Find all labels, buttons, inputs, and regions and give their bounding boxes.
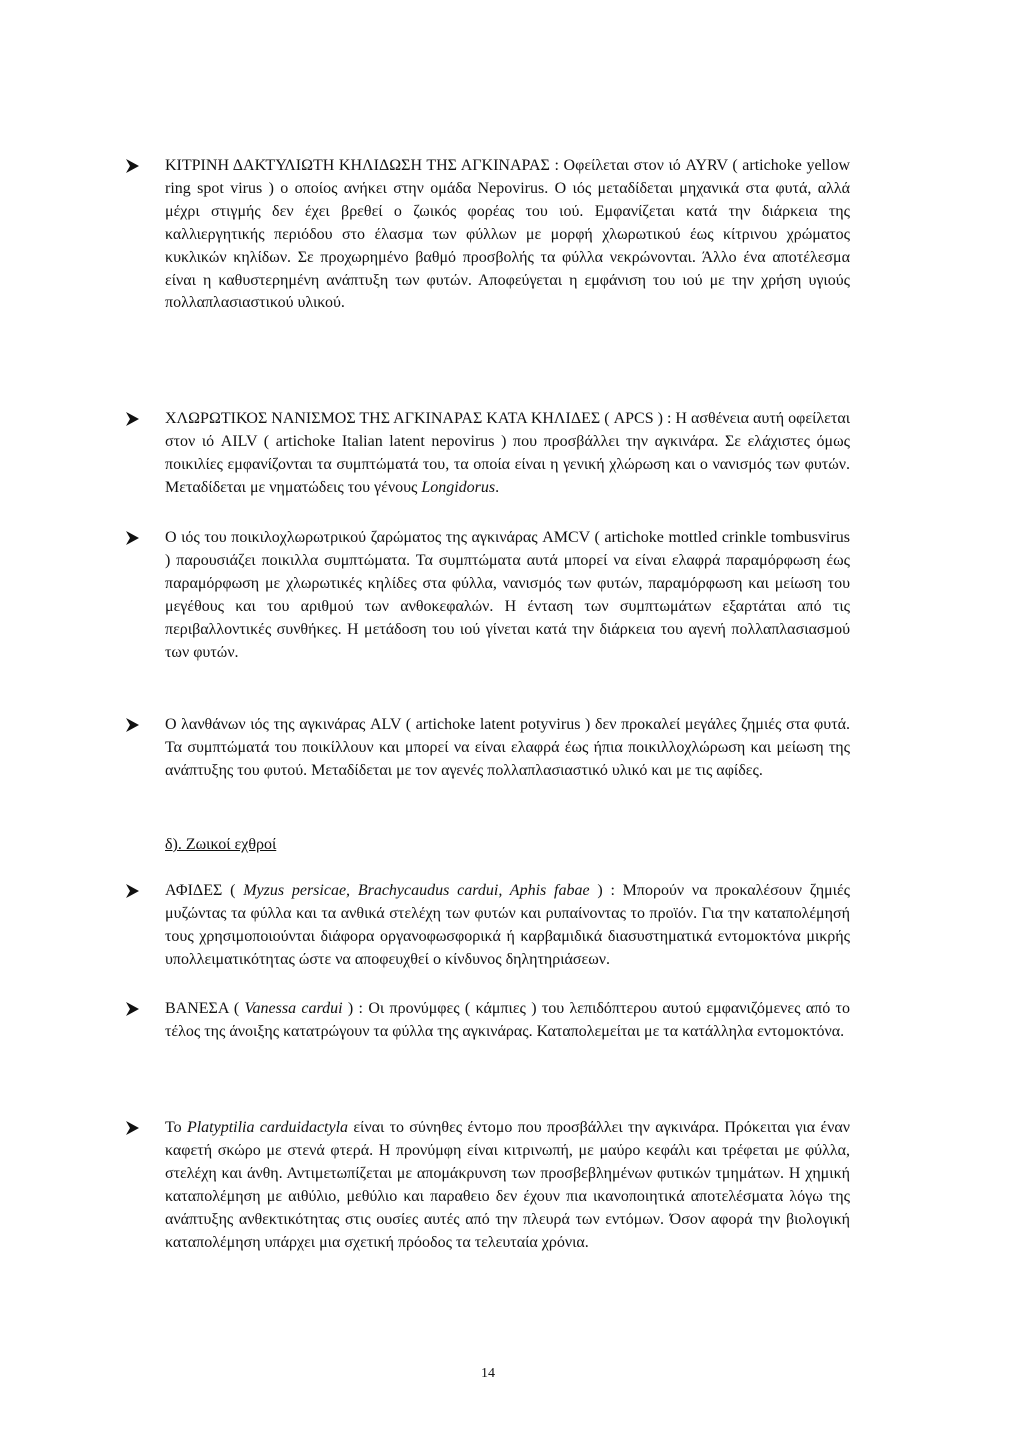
paragraph: [165, 1117, 850, 1254]
paragraph: [165, 527, 850, 664]
paragraph: [165, 998, 850, 1044]
bullet-item-chlorotic-dwarfing: [124, 408, 850, 500]
bullet-item-yellow-ring-spot: [124, 155, 850, 315]
bullet-item-vanessa: [124, 998, 850, 1044]
paragraph: [165, 880, 850, 972]
paragraph-text: Το: [165, 1119, 187, 1136]
arrowhead-bullet-icon: [124, 1117, 142, 1139]
paragraph-text: ΚΙΤΡΙΝΗ ΔΑΚΤΥΛΙΩΤΗ ΚΗΛΙΔΩΣΗ ΤΗΣ ΑΓΚΙΝΑΡΑΣ : Οφείλεται στον ιό AYRV ( artichoke yellow ring spot virus ) ο οποίος ανήκει στην ομάδα Nepovirus. Ο ιός μεταδίδεται μηχανικά στα φυτά, αλλά μέχρι στιγμής δεν έχει βρεθεί ο ζωικός φορέας του ιού. Εμφανίζεται κατά την διάρκεια της καλλιεργητικής περιόδου στο έλασμα των φύλλων με μορφή χλωρωτικού έως κίτρινου χρώματος κυκλικών κηλίδων. Σε προχωρημένο βαθμό προσβολής τα φύλλα νεκρώνονται. Άλλο ένα αποτέλεσμα είναι η καθυστερημένη ανάπτυξη των φυτών. Αποφεύγεται η εμφάνιση του ιού με την χρήση υγιούς πολλαπλασιαστικού υλικού.: [165, 157, 850, 312]
paragraph-text: είναι το σύνηθες έντομο που προσβάλλει την αγκινάρα. Πρόκειται για έναν καφετή σκώρο με στενά φτερά. Η προνύμφη είναι κιτρινωπή, με μαύρο κεφάλι και τρέφεται με φύλλα, στελέχη και άνθη. Αντιμετωπίζεται με απομάκρυνση των προσβεβλημένων φυτικών τμημάτων. Η χημική καταπολέμηση με αιθύλιο, μεθύλιο και παραθειο δεν έχουν πια ικανοποιητικά αποτελέσματα λόγω της ανάπτυξης ανθεκτικότητας στις ουσίες αυτές από την πλευρά των εντόμων. Όσον αφορά την βιολογική καταπολέμηση υπάρχει μια σχετική πρόοδος τα τελευταία χρόνια.: [165, 1119, 851, 1251]
bullet-item-aphids: [124, 880, 850, 972]
section-heading: δ). Ζωικοί εχθροί: [165, 836, 277, 853]
paragraph: [165, 714, 850, 783]
species-name: Platyptilia carduidactyla: [186, 1119, 349, 1136]
paragraph-text: ΑΦΙΔΕΣ (: [165, 882, 244, 899]
paragraph-text: .: [495, 478, 500, 496]
arrowhead-bullet-icon: [124, 998, 142, 1020]
paragraph-text: Ο ιός του ποικιλοχλωρωτρικού ζαρώματος της αγκινάρας AMCV ( artichoke mottled crinkle tombusvirus ) παρουσιάζει ποικιλλα συμπτώματα. Τα συμπτώματα αυτά μπορεί να είναι ελαφρά παραμόρφωση έως παραμόρφωση με χλωρωτικές κηλίδες στα φύλλα, νανισμός των φυτών, παραμόρφωση και μείωση του μεγέθους και του αριθμού των ανθοκεφαλών. Η ένταση των συμπτωμάτων εξαρτάται από τις περιβαλλοντικές συνθήκες. Η μετάδοση του ιού γίνεται κατά την διάρκεια του αγενή πολλαπλασιασμού των φυτών.: [165, 529, 850, 661]
arrowhead-bullet-icon: [124, 714, 142, 736]
bullet-item-alv: [124, 714, 850, 783]
arrowhead-bullet-icon: [124, 880, 142, 902]
paragraph-text: ΒΑΝΕΣΑ (: [165, 1000, 245, 1017]
species-name: Vanessa cardui: [244, 1000, 343, 1017]
arrowhead-bullet-icon: [124, 155, 142, 177]
paragraph-text: ) : Μπορούν να προκαλέσουν ζημιές μυζώντας τα φύλλα και τα ανθικά στελέχη των φυτών και ρυπαίνοντας το προϊόν. Για την καταπολέμησή τους χρησιμοποιούνται διάφορα οργανοφωσφορικά ή καρβαμιδικά διασυστηματικά εντομοκτόνα μικρής υπολλειματικότητας ώστε να αποφευχθεί ο κίνδυνος δηλητηριάσεων.: [165, 882, 851, 968]
paragraph-text: ) : Οι προνύμφες ( κάμπιες ) του λεπιδόπτερου αυτού εμφανιζόμενες από το τέλος της άνοιξης κατατρώγουν τα φύλλα της αγκινάρας. Καταπολεμείται με τα κατάλληλα εντομοκτόνα.: [165, 1000, 850, 1040]
bullet-item-platyptilia: [124, 1117, 850, 1254]
paragraph: [165, 155, 850, 315]
arrowhead-bullet-icon: [124, 527, 142, 549]
page-number: 14: [481, 1366, 495, 1381]
paragraph-text: Ο λανθάνων ιός της αγκινάρας ALV ( artichoke latent potyvirus ) δεν προκαλεί μεγάλες ζημιές στα φυτά. Τα συμπτώματά του ποικίλλουν και μπορεί να είναι ελαφρά έως ήπια ποικιλλοχλώρωση και μείωση της ανάπτυξης του φυτού. Μεταδίδεται με τον αγενές πολλαπλασιαστικό υλικό και με τις αφίδες.: [165, 716, 850, 779]
species-name: Longidorus: [421, 478, 496, 496]
species-name: Myzus persicae, Brachycaudus cardui, Aphis fabae: [243, 882, 590, 899]
arrowhead-bullet-icon: [124, 408, 142, 430]
bullet-item-amcv: [124, 527, 850, 664]
paragraph-text: ΧΛΩΡΩΤΙΚΟΣ ΝΑΝΙΣΜΟΣ ΤΗΣ ΑΓΚΙΝΑΡΑΣ ΚΑΤΑ ΚΗΛΙΔΕΣ ( APCS ) : Η ασθένεια αυτή οφείλεται στον ιό AILV ( artichoke Italian latent nepovirus ) που προσβάλλει την αγκινάρα. Σε ελάχιστες όμως ποικιλίες εμφανίζονται τα συμπτώματά του, τα οποία είναι η γενική χλώρωση και ο νανισμός των φυτών. Μεταδίδεται με νηματώδεις του γένους: [165, 410, 850, 496]
paragraph: [165, 408, 850, 500]
